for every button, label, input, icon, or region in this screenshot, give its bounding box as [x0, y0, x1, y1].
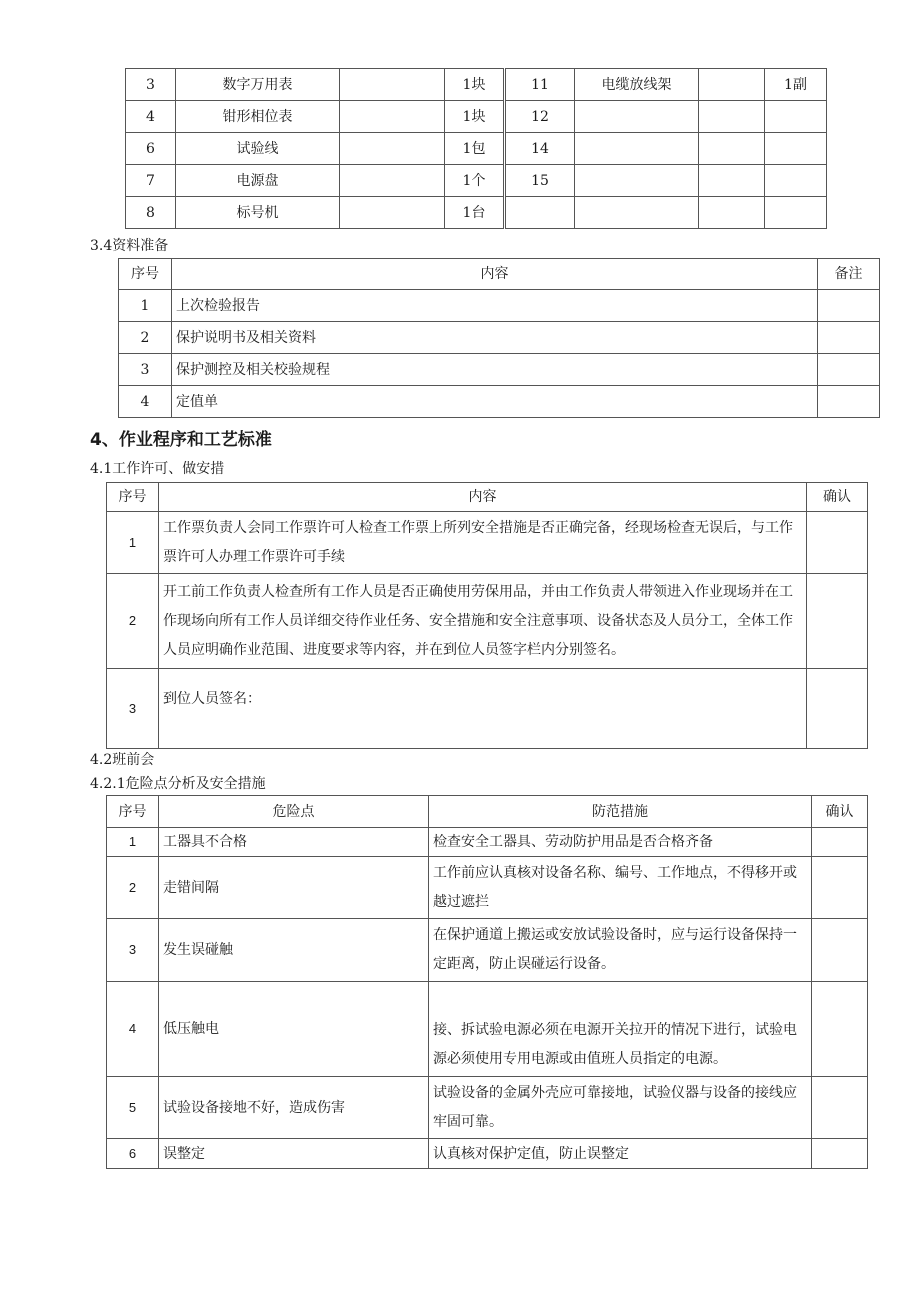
row-no: 1: [107, 512, 159, 574]
table-row: [107, 512, 868, 574]
tools-row: [126, 197, 827, 229]
tool-spec: [340, 197, 445, 229]
tool-name: 标号机: [176, 197, 340, 229]
col-header-no: 序号: [107, 483, 159, 512]
row-risk: 试验设备接地不好，造成伤害: [159, 1077, 429, 1139]
col-header-confirm: 确认: [812, 796, 868, 828]
tool-name: [575, 133, 699, 165]
tool-no: 3: [126, 69, 176, 101]
tool-qty: [765, 101, 827, 133]
row-no: 1: [119, 290, 172, 322]
tool-name: 试验线: [176, 133, 340, 165]
tool-qty: [765, 197, 827, 229]
col-header-content: 内容: [159, 483, 807, 512]
row-no: 3: [107, 669, 159, 749]
permit-header-row: [107, 483, 868, 512]
col-header-risk: 危险点: [159, 796, 429, 828]
row-risk: 发生误碰触: [159, 919, 429, 982]
tool-no: 6: [126, 133, 176, 165]
tool-no: 11: [505, 69, 575, 101]
tool-spec: [699, 197, 765, 229]
section-title: 4、作业程序和工艺标准: [90, 430, 272, 450]
tool-qty: 1块: [445, 101, 505, 133]
row-no: 4: [107, 982, 159, 1077]
row-no: 2: [107, 574, 159, 669]
tool-no: 4: [126, 101, 176, 133]
table-row: [107, 857, 868, 919]
permit-heading: 4.1工作许可、做安措: [90, 461, 225, 477]
row-content: 保护测控及相关校验规程: [172, 354, 818, 386]
row-remark: [818, 354, 880, 386]
tool-qty: 1包: [445, 133, 505, 165]
tool-no: 12: [505, 101, 575, 133]
row-no: 3: [119, 354, 172, 386]
tool-no: [505, 197, 575, 229]
tools-row: [126, 133, 827, 165]
table-row: [107, 1077, 868, 1139]
tools-table: [125, 68, 827, 229]
docs-heading: 3.4资料准备: [90, 238, 169, 254]
tool-name: 数字万用表: [176, 69, 340, 101]
row-no: 1: [107, 828, 159, 857]
row-no: 4: [119, 386, 172, 418]
tool-spec: [340, 165, 445, 197]
row-measure: 认真核对保护定值，防止误整定: [429, 1139, 812, 1169]
row-measure: 在保护通道上搬运或安放试验设备时，应与运行设备保持一定距离，防止误碰运行设备。: [429, 919, 812, 982]
row-remark: [818, 322, 880, 354]
tool-qty: 1个: [445, 165, 505, 197]
tools-row: [126, 101, 827, 133]
tool-spec: [340, 101, 445, 133]
col-header-no: 序号: [119, 259, 172, 290]
row-content: 保护说明书及相关资料: [172, 322, 818, 354]
tool-qty: [765, 133, 827, 165]
tool-name: [575, 165, 699, 197]
permit-table: [106, 482, 868, 749]
table-row: [107, 828, 868, 857]
row-confirm[interactable]: [812, 1139, 868, 1169]
tool-no: 15: [505, 165, 575, 197]
tool-qty: [765, 165, 827, 197]
col-header-no: 序号: [107, 796, 159, 828]
row-risk: 工器具不合格: [159, 828, 429, 857]
row-risk: 低压触电: [159, 982, 429, 1077]
tool-spec: [340, 69, 445, 101]
tools-row: [126, 69, 827, 101]
table-row: [119, 354, 880, 386]
row-no: 5: [107, 1077, 159, 1139]
row-no: 2: [107, 857, 159, 919]
tool-spec: [699, 165, 765, 197]
table-row: [107, 574, 868, 669]
row-remark: [818, 386, 880, 418]
meeting-heading: 4.2班前会: [90, 752, 155, 768]
docs-table: [118, 258, 880, 418]
tool-spec: [699, 69, 765, 101]
row-content: 上次检验报告: [172, 290, 818, 322]
tool-no: 8: [126, 197, 176, 229]
tools-row: [126, 165, 827, 197]
hazard-heading: 4.2.1危险点分析及安全措施: [90, 776, 266, 792]
tool-name: [575, 101, 699, 133]
hazard-table: [106, 795, 868, 1169]
row-risk: 误整定: [159, 1139, 429, 1169]
col-header-confirm: 确认: [807, 483, 868, 512]
row-content: 工作票负责人会同工作票许可人检查工作票上所列安全措施是否正确完备，经现场检查无误后，与工作票许可人办理工作票许可手续: [159, 512, 807, 574]
row-content: 开工前工作负责人检查所有工作人员是否正确使用劳保用品，并由工作负责人带领进入作业现场并在工作现场向所有工作人员详细交待作业任务、安全措施和安全注意事项、设备状态及人员分工，全体工作人员应明确作业范围、进度要求等内容，并在到位人员签字栏内分别签名。: [159, 574, 807, 669]
row-remark: [818, 290, 880, 322]
tool-name: 电缆放线架: [575, 69, 699, 101]
row-measure: 工作前应认真核对设备名称、编号、工作地点，不得移开或越过遮拦: [429, 857, 812, 919]
docs-header-row: [119, 259, 880, 290]
row-confirm[interactable]: [812, 919, 868, 982]
col-header-content: 内容: [172, 259, 818, 290]
row-no: 3: [107, 919, 159, 982]
tool-no: 7: [126, 165, 176, 197]
tool-spec: [699, 101, 765, 133]
col-header-measure: 防范措施: [429, 796, 812, 828]
row-confirm[interactable]: [807, 669, 868, 749]
tool-name: 电源盘: [176, 165, 340, 197]
table-row: [119, 290, 880, 322]
tool-spec: [699, 133, 765, 165]
row-no: 2: [119, 322, 172, 354]
row-no: 6: [107, 1139, 159, 1169]
tool-qty: 1台: [445, 197, 505, 229]
table-row: [107, 1139, 868, 1169]
row-measure: 接、拆试验电源必须在电源开关拉开的情况下进行，试验电源必须使用专用电源或由值班人员指定的电源。: [429, 982, 812, 1077]
row-measure: 试验设备的金属外壳应可靠接地，试验仪器与设备的接线应牢固可靠。: [429, 1077, 812, 1139]
tool-qty: 1副: [765, 69, 827, 101]
table-row: [119, 386, 880, 418]
row-content: 定值单: [172, 386, 818, 418]
tool-name: 钳形相位表: [176, 101, 340, 133]
tool-qty: 1块: [445, 69, 505, 101]
row-confirm[interactable]: [812, 857, 868, 919]
row-risk: 走错间隔: [159, 857, 429, 919]
signature-field[interactable]: 到位人员签名：: [159, 669, 807, 749]
tool-no: 14: [505, 133, 575, 165]
tool-spec: [340, 133, 445, 165]
row-measure: 检查安全工器具、劳动防护用品是否合格齐备: [429, 828, 812, 857]
table-row: [107, 669, 868, 749]
row-confirm[interactable]: [807, 512, 868, 574]
table-row: [107, 982, 868, 1077]
hazard-header-row: [107, 796, 868, 828]
row-confirm[interactable]: [812, 1077, 868, 1139]
col-header-remark: 备注: [818, 259, 880, 290]
row-confirm[interactable]: [812, 982, 868, 1077]
table-row: [107, 919, 868, 982]
row-confirm[interactable]: [812, 828, 868, 857]
row-confirm[interactable]: [807, 574, 868, 669]
tool-name: [575, 197, 699, 229]
table-row: [119, 322, 880, 354]
